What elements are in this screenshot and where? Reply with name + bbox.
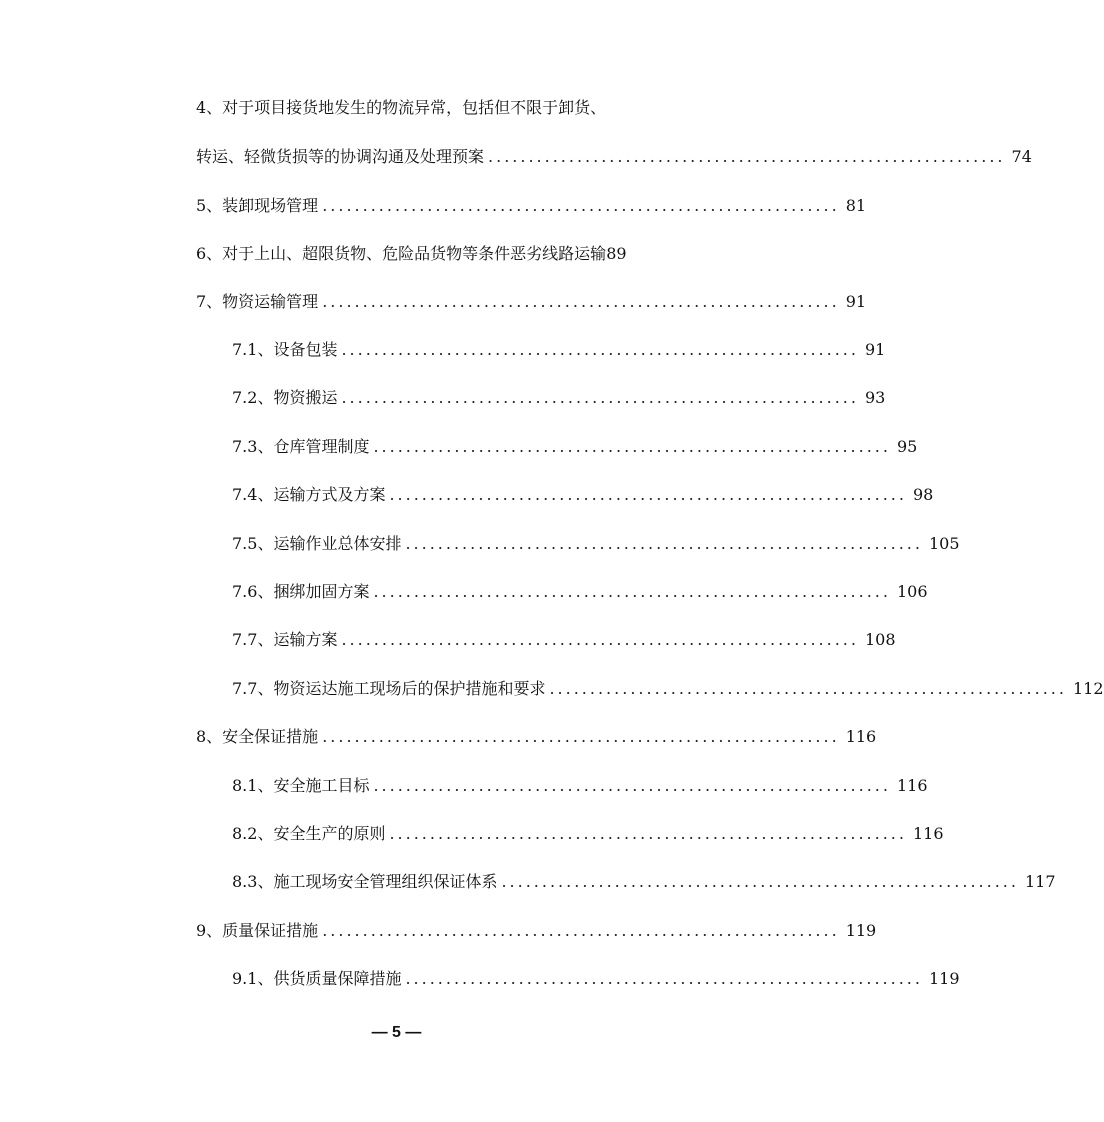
toc-entry-label: 7.3、仓库管理制度: [232, 437, 370, 456]
toc-leader-dots: ................................................................: [341, 340, 859, 359]
toc-entry-label: 7.6、捆绑加固方案: [232, 582, 370, 601]
toc-entry-label: 转运、轻微货损等的协调沟通及处理预案: [196, 147, 485, 166]
toc-entry-8[interactable]: [196, 722, 877, 752]
toc-leader-dots: ................................................................: [341, 388, 859, 407]
toc-entry-9-1[interactable]: [232, 964, 960, 994]
page-number: — 5 —: [371, 1024, 422, 1041]
toc-entry-page: 112: [1072, 679, 1104, 698]
toc-entry-label: 7、物资运输管理: [196, 292, 319, 311]
toc-entry-page: 93: [864, 388, 886, 407]
toc-entry-page: 105: [928, 534, 960, 553]
toc-entry-5[interactable]: [196, 191, 867, 221]
toc-entry-page: 81: [845, 196, 867, 215]
toc-leader-dots: ................................................................: [322, 196, 840, 215]
toc-entry-label: 7.4、运输方式及方案: [232, 485, 386, 504]
toc-entry-page: 98: [912, 485, 934, 504]
toc-leader-dots: ................................................................: [322, 292, 840, 311]
toc-leader-dots: ................................................................: [405, 969, 923, 988]
toc-leader-dots: ................................................................: [322, 727, 840, 746]
toc-entry-label: 7.1、设备包装: [232, 340, 338, 359]
toc-entry-6[interactable]: [196, 239, 627, 269]
toc-entry-8-2[interactable]: [232, 819, 944, 849]
toc-entry-7-1[interactable]: [232, 335, 886, 365]
toc-entry-page: 116: [912, 824, 944, 843]
toc-entry-page: 91: [845, 292, 867, 311]
toc-entry-label: 5、装卸现场管理: [196, 196, 319, 215]
toc-entry-4-cont[interactable]: [196, 142, 1032, 172]
toc-leader-dots: ................................................................: [405, 534, 923, 553]
toc-leader-dots: ................................................................: [549, 679, 1067, 698]
toc-entry-page: 106: [896, 582, 928, 601]
toc-entry-page: 116: [896, 776, 928, 795]
toc-leader-dots: ................................................................: [389, 824, 907, 843]
toc-entry-label: 8.2、安全生产的原则: [232, 824, 386, 843]
toc-entry-9[interactable]: [196, 916, 877, 946]
toc-entry-7-7[interactable]: [232, 625, 896, 655]
toc-entry-label: 9、质量保证措施: [196, 921, 319, 940]
toc-entry-7-6[interactable]: [232, 577, 928, 607]
toc-leader-dots: ................................................................: [373, 437, 891, 456]
toc-entry-page: 119: [928, 969, 960, 988]
toc-entry-7[interactable]: [196, 287, 867, 317]
toc-entry-page: 119: [845, 921, 877, 940]
toc-entry-page: 116: [845, 727, 877, 746]
toc-entry-page: 74: [1011, 147, 1032, 166]
toc-entry-label: 8.1、安全施工目标: [232, 776, 370, 795]
toc-entry-label: 7.7、物资运达施工现场后的保护措施和要求: [232, 679, 546, 698]
toc-leader-dots: ................................................................: [501, 872, 1019, 891]
toc-leader-dots: ................................................................: [373, 582, 891, 601]
toc-entry-label: 6、对于上山、超限货物、危险品货物等条件恶劣线路运输: [196, 244, 607, 263]
toc-entry-7-2[interactable]: [232, 383, 886, 413]
toc-leader-dots: ................................................................: [488, 147, 1006, 166]
toc-entry-7-7b[interactable]: [232, 674, 1104, 704]
toc-entry-page: 108: [864, 630, 896, 649]
toc-entry-label: 7.7、运输方案: [232, 630, 338, 649]
toc-entry-label: 8.3、施工现场安全管理组织保证体系: [232, 872, 498, 891]
toc-entry-8-1[interactable]: [232, 771, 928, 801]
toc-leader-dots: ................................................................: [389, 485, 907, 504]
toc-entry-label: 4、对于项目接货地发生的物流异常，包括但不限于卸货、: [196, 98, 607, 117]
toc-entry-7-5[interactable]: [232, 529, 960, 559]
toc-entry-7-4[interactable]: [232, 480, 934, 510]
toc-entry-8-3[interactable]: [232, 867, 1056, 897]
toc-entry-page: 91: [864, 340, 886, 359]
toc-leader-dots: ................................................................: [341, 630, 859, 649]
toc-entry-page: 89: [606, 244, 627, 263]
toc-entry-label: 7.2、物资搬运: [232, 388, 338, 407]
toc-leader-dots: ................................................................: [373, 776, 891, 795]
toc-entry-page: 95: [896, 437, 918, 456]
toc-entry-page: 117: [1024, 872, 1056, 891]
toc-leader-dots: ................................................................: [322, 921, 840, 940]
toc-entry-label: 7.5、运输作业总体安排: [232, 534, 402, 553]
toc-entry-label: 8、安全保证措施: [196, 727, 319, 746]
toc-entry-label: 9.1、供货质量保障措施: [232, 969, 402, 988]
toc-entry-7-3[interactable]: [232, 432, 918, 462]
toc-entry-4: [196, 93, 606, 123]
